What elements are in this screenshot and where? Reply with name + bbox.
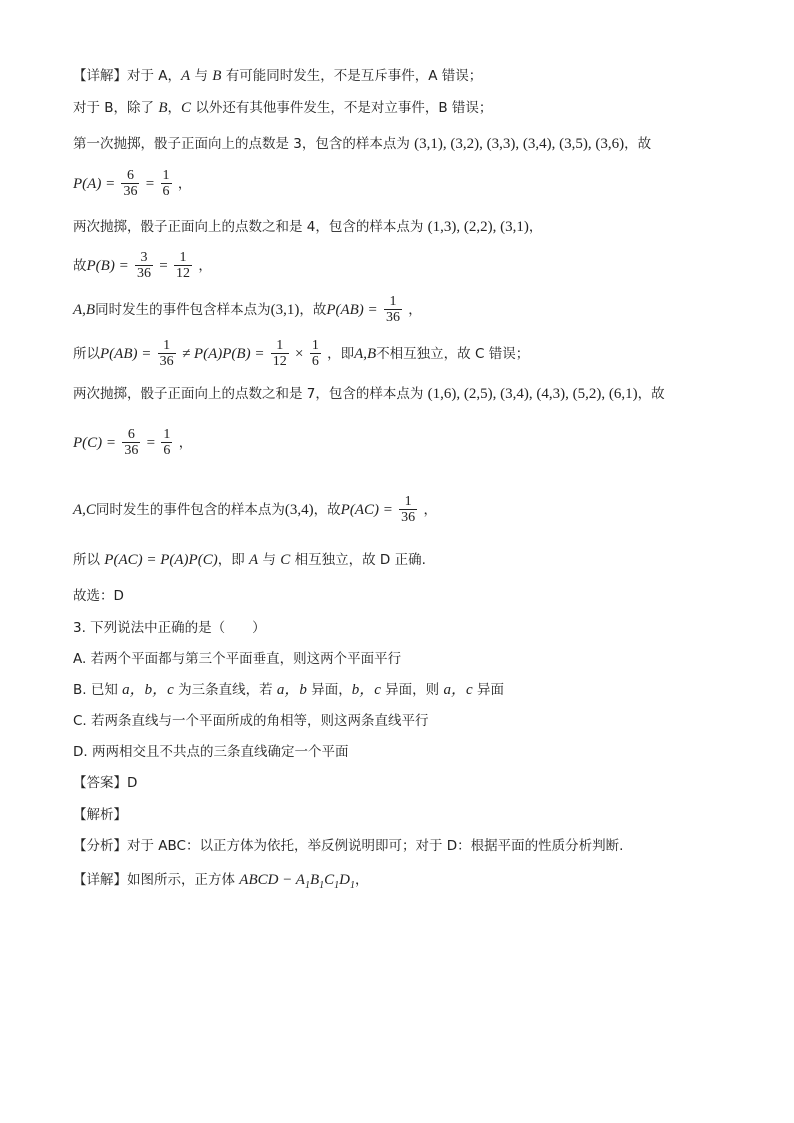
- fraction: $\frac{1}{12}$: [176, 250, 191, 281]
- detail-tag: 【详解】: [73, 68, 127, 84]
- formula-pb: 故P(B) = $\frac{3}{36}$ = $\frac{1}{12}$ ，: [73, 250, 212, 281]
- line-sum-seven: 两次抛掷，骰子正面向上的点数之和是 7，包含的样本点为 (1,6), (2,5), (3,4), (4,3), (5,2), (6,1)，故: [73, 386, 665, 402]
- fraction: $\frac{3}{36}$: [136, 250, 151, 281]
- line-first-throw: 第一次抛掷，骰子正面向上的点数是 3，包含的样本点为 (3,1), (3,2), (3,3), (3,4), (3,5), (3,6)，故: [73, 136, 652, 152]
- option-a: A. 若两个平面都与第三个平面垂直，则这两个平面平行: [73, 651, 402, 667]
- fraction: $\frac{1}{36}$: [385, 294, 400, 325]
- line-detail-a: 【详解】对于 A，A 与 B 有可能同时发生，不是互斥事件，A 错误；: [73, 68, 483, 84]
- formula-pac: A,C同时发生的事件包含的样本点为(3,4)，故P(AC) = $\frac{1}{36}$ ，: [73, 494, 437, 525]
- fraction: $\frac{1}{6}$: [162, 168, 170, 199]
- option-c: C. 若两条直线与一个平面所成的角相等，则这两条直线平行: [73, 713, 429, 729]
- fraction: $\frac{1}{12}$: [272, 338, 287, 369]
- formula-independence-ab: 所以P(AB) = $\frac{1}{36}$ ≠ P(A)P(B) = $\frac{1}{12}$ × $\frac{1}{6}$ ，即A,B不相互独立，故 C 错误；: [73, 338, 530, 369]
- fraction: $\frac{1}{36}$: [401, 494, 416, 525]
- answer-line: 【答案】D: [73, 775, 138, 791]
- line-independence-ac: 所以 P(AC) = P(A)P(C)，即 A 与 C 相互独立，故 D 正确.: [73, 552, 426, 568]
- analysis-line: 【分析】对于 ABC：以正方体为依托，举反例说明即可；对于 D：根据平面的性质分析判断.: [73, 838, 624, 854]
- fraction: $\frac{1}{6}$: [311, 338, 319, 369]
- detail-cube-line: 【详解】如图所示，正方体 ABCD − $A_1B_1C_1D_1$，: [73, 872, 369, 891]
- detail-tag: 【详解】: [73, 872, 127, 888]
- formula-pab: A,B同时发生的事件包含样本点为(3,1)，故P(AB) = $\frac{1}{36}$ ，: [73, 294, 422, 325]
- formula-pc: P(C) = $\frac{6}{36}$ = $\frac{1}{6}$ ，: [73, 427, 193, 458]
- analysis-heading: 【解析】: [73, 807, 127, 823]
- line-detail-b: 对于 B，除了 B，C 以外还有其他事件发生，不是对立事件，B 错误；: [73, 100, 493, 116]
- answer-tag: 【答案】: [73, 775, 127, 791]
- formula-pa: P(A) = $\frac{6}{36}$ = $\frac{1}{6}$ ，: [73, 168, 192, 199]
- option-b: B. 已知 a，b，c 为三条直线，若 a，b 异面，b，c 异面，则 a，c 异面: [73, 682, 504, 698]
- fraction: $\frac{6}{36}$: [124, 427, 139, 458]
- fraction: $\frac{6}{36}$: [123, 168, 138, 199]
- line-sum-four: 两次抛掷，骰子正面向上的点数之和是 4，包含的样本点为 (1,3), (2,2), (3,1)，: [73, 219, 543, 235]
- line-answer-choice: 故选：D: [73, 588, 124, 604]
- question-3-stem: 3. 下列说法中正确的是（ ）: [73, 620, 266, 636]
- fraction: $\frac{1}{6}$: [163, 427, 171, 458]
- cube-name: ABCD − $A_1B_1C_1D_1$: [239, 872, 356, 891]
- option-d: D. 两两相交且不共点的三条直线确定一个平面: [73, 744, 349, 760]
- analysis-tag: 【分析】: [73, 838, 127, 854]
- fraction: $\frac{1}{36}$: [159, 338, 174, 369]
